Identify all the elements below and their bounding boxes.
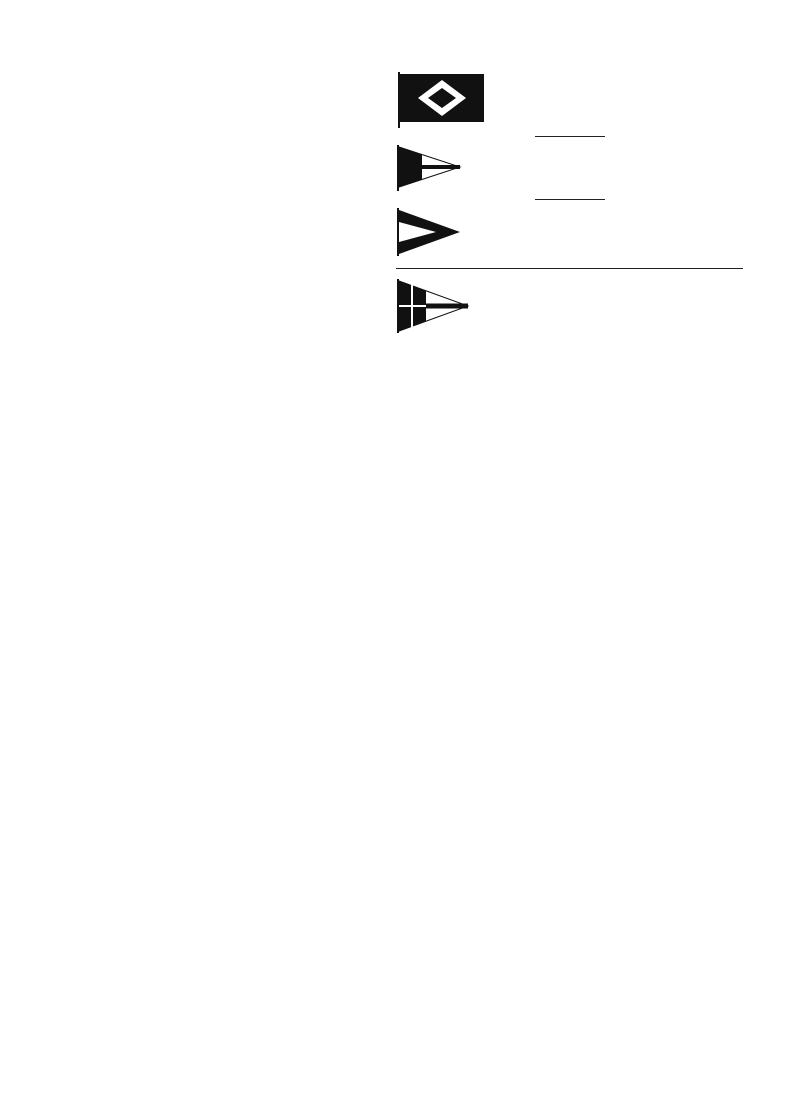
results-table-header-2 (24, 97, 379, 123)
divider (535, 136, 605, 137)
kyc-burgee-icon (396, 143, 462, 193)
kreuzer-section-head (396, 70, 743, 130)
right-column (396, 70, 743, 1100)
kreuzer-burgee-icon (396, 70, 488, 130)
dmyc-block (396, 277, 743, 335)
page-header (0, 30, 799, 50)
asc-block (396, 206, 743, 258)
results-table-header (24, 64, 379, 88)
dmyc-burgee-icon (396, 277, 470, 335)
asc-burgee-icon (396, 206, 462, 258)
divider (396, 268, 743, 269)
kyc-block (396, 143, 743, 193)
left-column (24, 64, 379, 1099)
divider (535, 199, 605, 200)
